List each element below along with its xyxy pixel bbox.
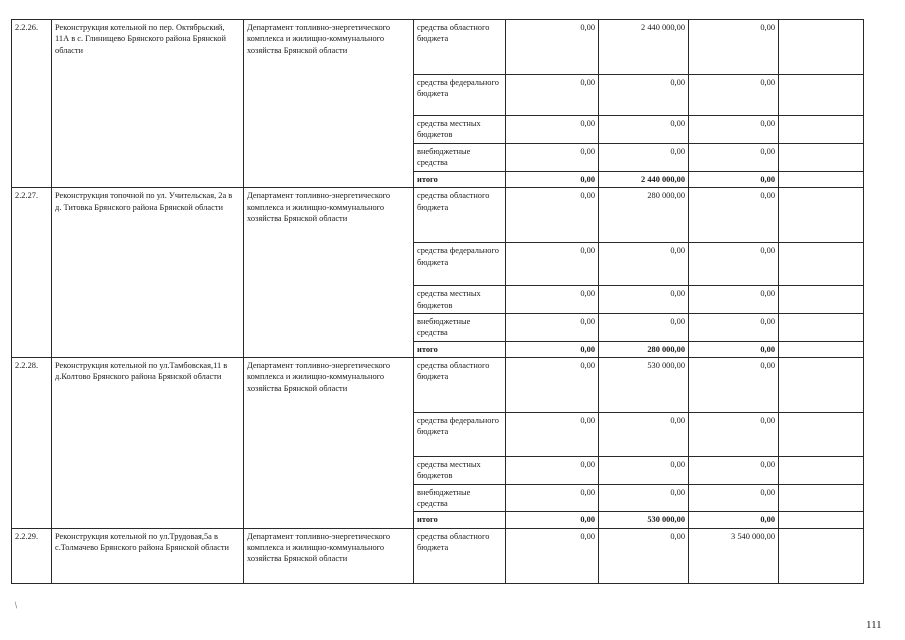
empty-cell: [779, 144, 864, 172]
table-row: [12, 358, 864, 413]
amount-col-1: 0,00: [506, 314, 599, 342]
amount-col-1: 0,00: [506, 188, 599, 243]
funding-source: средства областного бюджета: [414, 20, 506, 75]
amount-col-1: 0,00: [506, 116, 599, 144]
funding-source: средства областного бюджета: [414, 528, 506, 583]
table-body: [12, 20, 864, 584]
item-number: 2.2.27.: [12, 188, 52, 358]
funding-source: средства федерального бюджета: [414, 243, 506, 286]
amount-col-2: 2 440 000,00: [599, 172, 689, 188]
empty-cell: [779, 358, 864, 413]
empty-cell: [779, 75, 864, 116]
amount-col-3: 0,00: [689, 413, 779, 457]
amount-col-3: 0,00: [689, 75, 779, 116]
amount-col-2: 0,00: [599, 116, 689, 144]
item-name: Реконструкция топочной по ул. Учительская, 2а в д. Титовка Брянского района Брянской области: [52, 188, 244, 358]
corner-mark: /: [12, 600, 21, 611]
item-department: Департамент топливно-энергетического комплекса и жилищно-коммунального хозяйства Брянской области: [244, 358, 414, 529]
amount-col-3: 0,00: [689, 457, 779, 485]
funding-source: средства федерального бюджета: [414, 75, 506, 116]
table-row: [12, 528, 864, 583]
table-row: [12, 20, 864, 75]
amount-col-2: 0,00: [599, 528, 689, 583]
amount-col-2: 0,00: [599, 243, 689, 286]
item-number: 2.2.28.: [12, 358, 52, 529]
amount-col-1: 0,00: [506, 413, 599, 457]
empty-cell: [779, 20, 864, 75]
amount-col-2: 280 000,00: [599, 188, 689, 243]
funding-source: средства местных бюджетов: [414, 116, 506, 144]
empty-cell: [779, 457, 864, 485]
amount-col-1: 0,00: [506, 457, 599, 485]
funding-source: внебюджетные средства: [414, 484, 506, 512]
empty-cell: [779, 116, 864, 144]
empty-cell: [779, 341, 864, 357]
amount-col-3: 0,00: [689, 341, 779, 357]
empty-cell: [779, 243, 864, 286]
amount-col-2: 0,00: [599, 413, 689, 457]
item-name: Реконструкция котельной по ул.Тамбовская,11 в д.Колтово Брянского района Брянской области: [52, 358, 244, 529]
amount-col-1: 0,00: [506, 341, 599, 357]
amount-col-2: 280 000,00: [599, 341, 689, 357]
empty-cell: [779, 528, 864, 583]
amount-col-2: 530 000,00: [599, 358, 689, 413]
amount-col-1: 0,00: [506, 144, 599, 172]
funding-source: итого: [414, 512, 506, 528]
amount-col-1: 0,00: [506, 512, 599, 528]
empty-cell: [779, 512, 864, 528]
budget-table: [11, 19, 864, 584]
funding-source: итого: [414, 172, 506, 188]
empty-cell: [779, 314, 864, 342]
amount-col-1: 0,00: [506, 75, 599, 116]
amount-col-2: 2 440 000,00: [599, 20, 689, 75]
item-number: 2.2.26.: [12, 20, 52, 188]
empty-cell: [779, 484, 864, 512]
amount-col-3: 0,00: [689, 172, 779, 188]
funding-source: средства местных бюджетов: [414, 457, 506, 485]
item-name: Реконструкция котельной по пер. Октябрьский, 11А в с. Глинищево Брянского района Брянской области: [52, 20, 244, 188]
amount-col-3: 0,00: [689, 484, 779, 512]
amount-col-3: 3 540 000,00: [689, 528, 779, 583]
amount-col-3: 0,00: [689, 144, 779, 172]
funding-source: средства местных бюджетов: [414, 286, 506, 314]
funding-source: средства областного бюджета: [414, 188, 506, 243]
funding-source: внебюджетные средства: [414, 144, 506, 172]
item-name: Реконструкция котельной по ул.Трудовая,5а в с.Толмачево Брянского района Брянской области: [52, 528, 244, 583]
amount-col-1: 0,00: [506, 358, 599, 413]
empty-cell: [779, 188, 864, 243]
amount-col-1: 0,00: [506, 243, 599, 286]
amount-col-2: 0,00: [599, 144, 689, 172]
item-department: Департамент топливно-энергетического комплекса и жилищно-коммунального хозяйства Брянской области: [244, 528, 414, 583]
amount-col-1: 0,00: [506, 286, 599, 314]
amount-col-3: 0,00: [689, 116, 779, 144]
amount-col-2: 0,00: [599, 75, 689, 116]
amount-col-3: 0,00: [689, 358, 779, 413]
amount-col-3: 0,00: [689, 512, 779, 528]
funding-source: итого: [414, 341, 506, 357]
amount-col-1: 0,00: [506, 484, 599, 512]
amount-col-3: 0,00: [689, 286, 779, 314]
item-department: Департамент топливно-энергетического комплекса и жилищно-коммунального хозяйства Брянской области: [244, 188, 414, 358]
funding-source: средства областного бюджета: [414, 358, 506, 413]
amount-col-3: 0,00: [689, 20, 779, 75]
amount-col-1: 0,00: [506, 20, 599, 75]
empty-cell: [779, 413, 864, 457]
amount-col-2: 530 000,00: [599, 512, 689, 528]
amount-col-1: 0,00: [506, 172, 599, 188]
empty-cell: [779, 172, 864, 188]
amount-col-3: 0,00: [689, 243, 779, 286]
table-row: [12, 188, 864, 243]
amount-col-2: 0,00: [599, 484, 689, 512]
amount-col-2: 0,00: [599, 457, 689, 485]
page-number: 111: [866, 619, 882, 631]
empty-cell: [779, 286, 864, 314]
amount-col-2: 0,00: [599, 286, 689, 314]
item-department: Департамент топливно-энергетического комплекса и жилищно-коммунального хозяйства Брянской области: [244, 20, 414, 188]
amount-col-1: 0,00: [506, 528, 599, 583]
funding-source: средства федерального бюджета: [414, 413, 506, 457]
amount-col-2: 0,00: [599, 314, 689, 342]
amount-col-3: 0,00: [689, 188, 779, 243]
amount-col-3: 0,00: [689, 314, 779, 342]
item-number: 2.2.29.: [12, 528, 52, 583]
funding-source: внебюджетные средства: [414, 314, 506, 342]
